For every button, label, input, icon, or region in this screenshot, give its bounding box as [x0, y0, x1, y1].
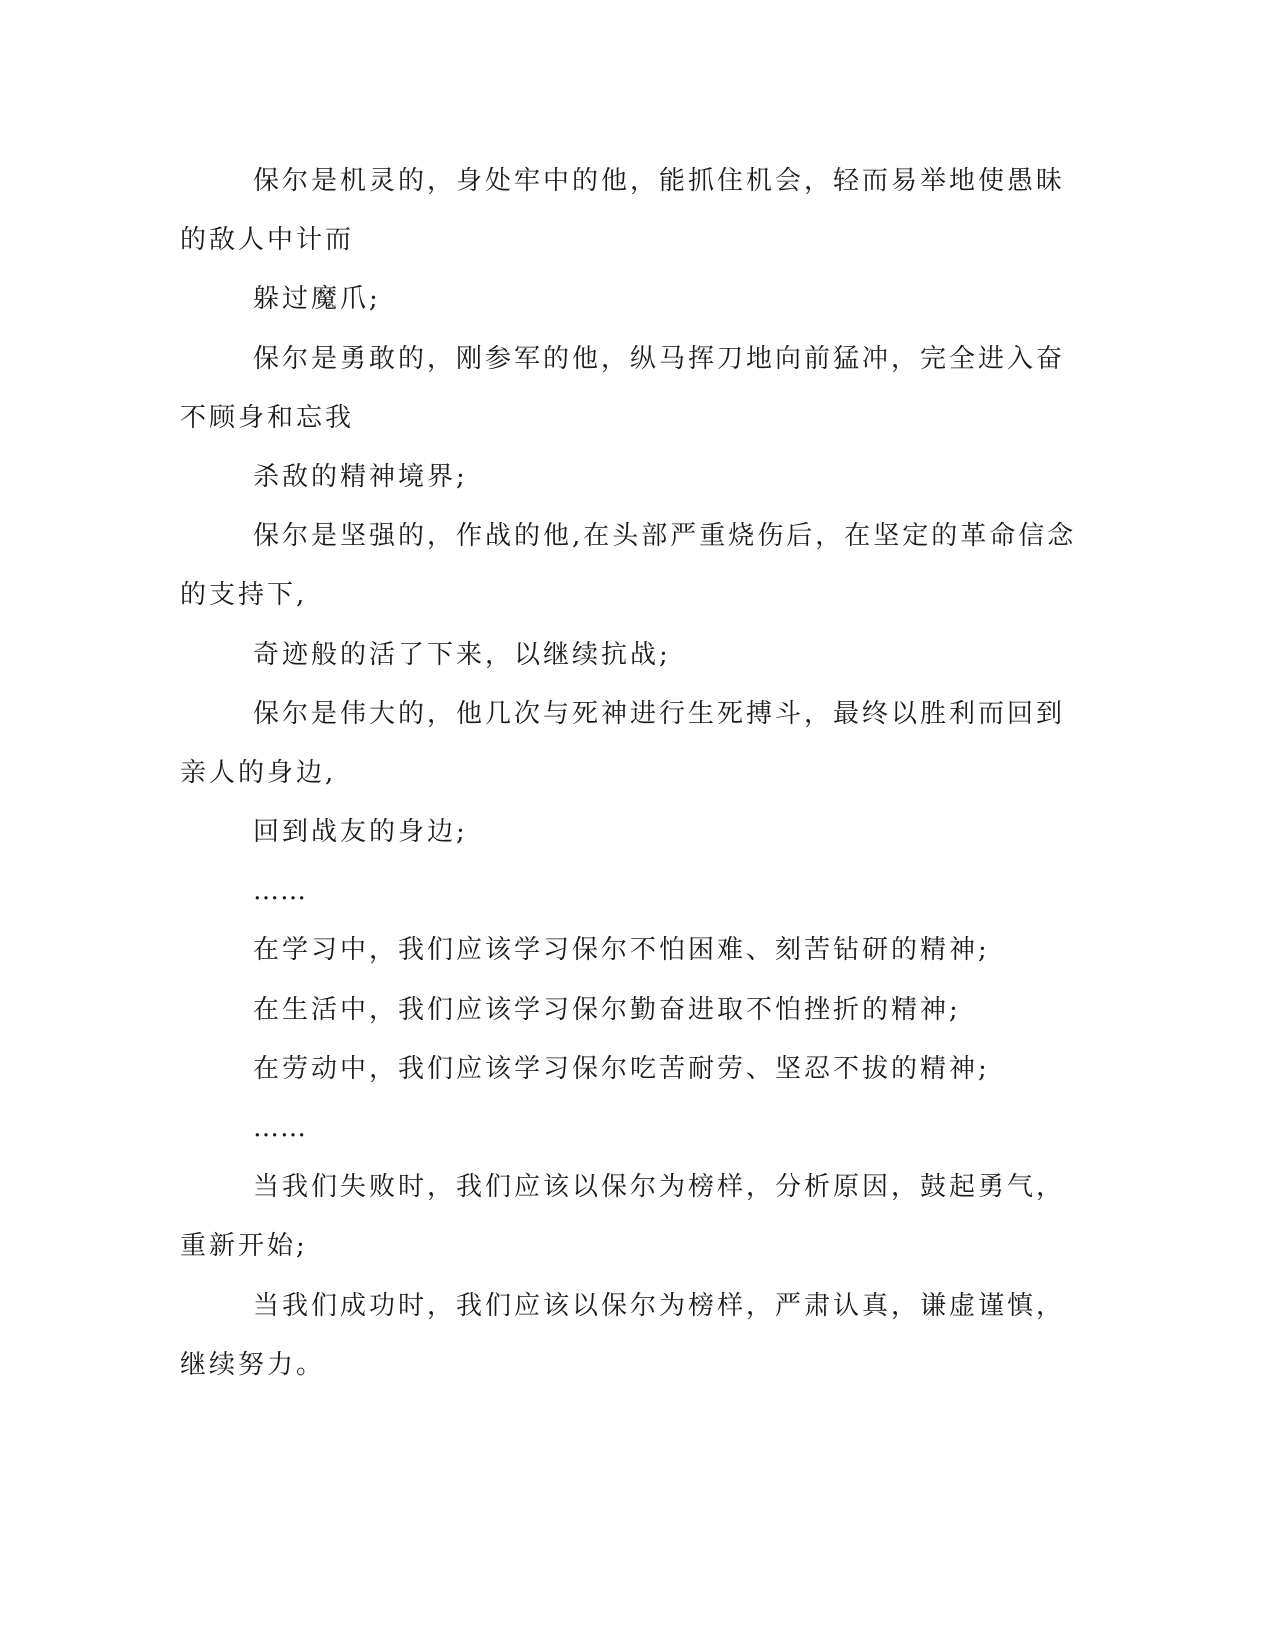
ellipsis-line: …… [253, 1113, 307, 1143]
paragraph-line: 奇迹般的活了下来，以继续抗战; [253, 639, 671, 670]
paragraph-line: 回到战友的身边; [253, 817, 468, 848]
paragraph-line: 不顾身和忘我 [180, 402, 355, 433]
essay-text [180, 152, 1080, 1395]
paragraph-line: 在生活中，我们应该学习保尔勤奋进取不怕挫折的精神; [253, 994, 961, 1025]
paragraph-line: 杀敌的精神境界; [253, 461, 468, 492]
paragraph-line: 在学习中，我们应该学习保尔不怕困难、刻苦钻研的精神; [253, 935, 990, 966]
paragraph-line: 保尔是坚强的，作战的他,在头部严重烧伤后，在坚定的革命信念 [253, 521, 1077, 552]
paragraph-line: 亲人的身边, [180, 757, 337, 788]
paragraph-line: 的支持下, [180, 580, 308, 611]
paragraph-line: 保尔是勇敢的，刚参军的他，纵马挥刀地向前猛冲，完全进入奋 [253, 343, 1066, 374]
paragraph-line: 继续努力。 [180, 1349, 326, 1380]
paragraph-line: 躲过魔爪; [253, 284, 381, 315]
paragraph-line: 的敌人中计而 [180, 225, 355, 256]
paragraph-line: 当我们成功时，我们应该以保尔为榜样，严肃认真，谦虚谨慎， [253, 1290, 1066, 1321]
paragraph-line: 当我们失败时，我们应该以保尔为榜样，分析原因，鼓起勇气， [253, 1172, 1066, 1203]
ellipsis-line: …… [253, 876, 307, 907]
paragraph-line: 在劳动中，我们应该学习保尔吃苦耐劳、坚忍不拔的精神; [253, 1053, 990, 1084]
paragraph-line: 保尔是伟大的，他几次与死神进行生死搏斗，最终以胜利而回到 [253, 698, 1066, 729]
paragraph-line: 保尔是机灵的，身处牢中的他，能抓住机会，轻而易举地使愚昧 [253, 166, 1066, 196]
paragraph-line: 重新开始; [180, 1231, 308, 1262]
